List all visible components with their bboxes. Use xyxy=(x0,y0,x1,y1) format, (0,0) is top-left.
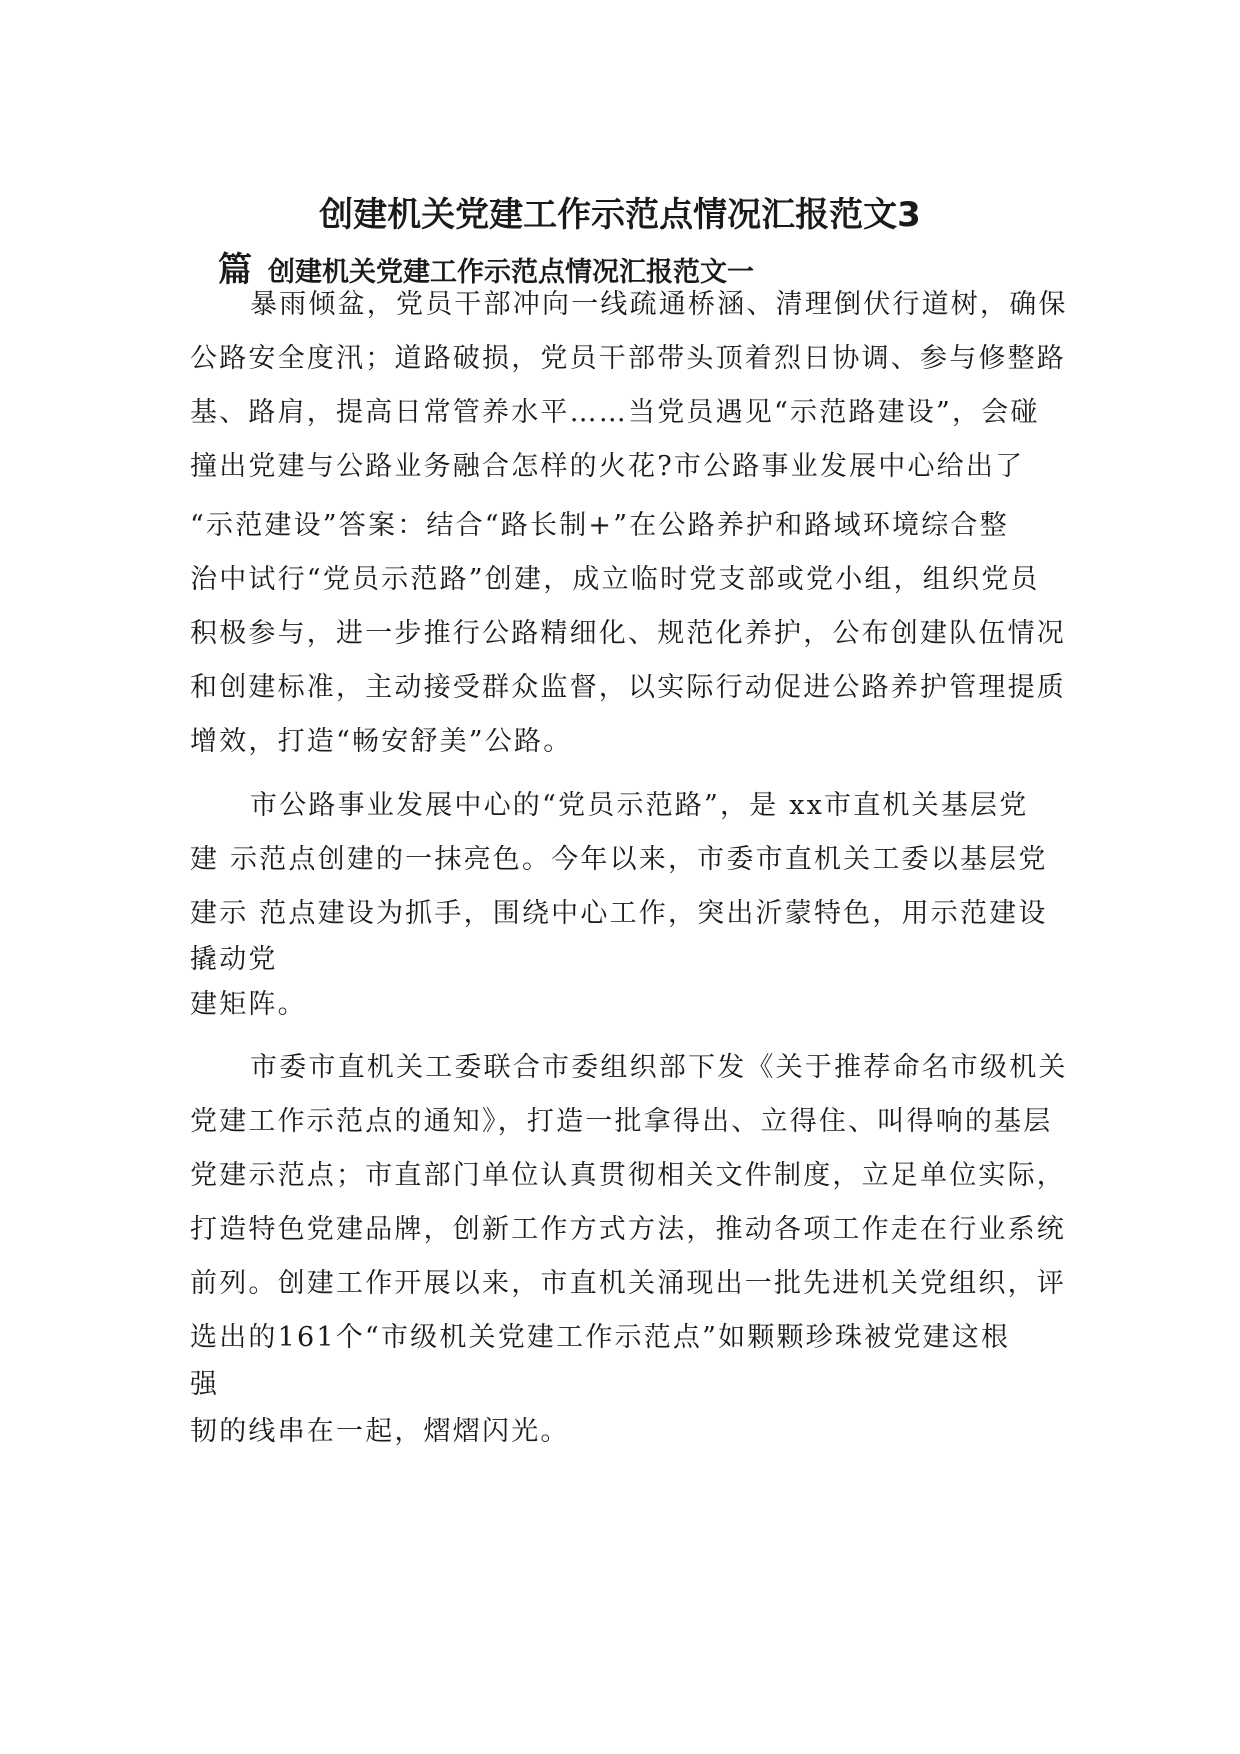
paragraph-4-line-6: 选出的161个“市级机关党建工作示范点”如颗颗珍珠被党建这根 xyxy=(190,1322,1011,1353)
paragraph-1-line-2: 公路安全度汛；道路破损，党员干部带头顶着烈日协调、参与修整路 xyxy=(190,343,1066,374)
subtitle-prefix: 篇 xyxy=(218,250,252,290)
paragraph-2-line-4: 和创建标准，主动接受群众监督，以实际行动促进公路养护管理提质 xyxy=(190,672,1066,703)
paragraph-3-line-1: 市公路事业发展中心的“党员示范路”，是 xx市直机关基层党 xyxy=(250,790,1029,821)
paragraph-1-line-3: 基、路肩，提高日常管养水平……当党员遇见“示范路建设”，会碰 xyxy=(190,397,1040,428)
paragraph-3-line-5: 建矩阵。 xyxy=(190,989,307,1020)
paragraph-4-line-3: 党建示范点；市直部门单位认真贯彻相关文件制度，立足单位实际， xyxy=(190,1160,1066,1191)
paragraph-1-line-4: 撞出党建与公路业务融合怎样的火花?市公路事业发展中心给出了 xyxy=(190,451,1025,482)
paragraph-3-line-4: 撬动党 xyxy=(190,944,278,975)
paragraph-4-line-5: 前列。创建工作开展以来，市直机关涌现出一批先进机关党组织，评 xyxy=(190,1268,1066,1299)
document-subtitle xyxy=(218,242,754,291)
subtitle-text: 创建机关党建工作示范点情况汇报范文一 xyxy=(268,257,754,288)
paragraph-3-line-2: 建 示范点创建的一抹亮色。今年以来，市委市直机关工委以基层党 xyxy=(190,844,1048,875)
paragraph-1-line-1: 暴雨倾盆，党员干部冲向一线疏通桥涵、清理倒伏行道树，确保 xyxy=(250,289,1068,320)
paragraph-4-line-2: 党建工作示范点的通知》，打造一批拿得出、立得住、叫得响的基层 xyxy=(190,1106,1053,1137)
paragraph-4-line-7: 强 xyxy=(190,1369,220,1400)
paragraph-4-line-8: 韧的线串在一起，熠熠闪光。 xyxy=(190,1416,570,1447)
document-title: 创建机关党建工作示范点情况汇报范文3 xyxy=(319,195,921,235)
paragraph-2-line-3: 积极参与，进一步推行公路精细化、规范化养护，公布创建队伍情况 xyxy=(190,618,1066,649)
paragraph-2-line-2: 治中试行“党员示范路”创建，成立临时党支部或党小组，组织党员 xyxy=(190,564,1040,595)
paragraph-2-line-1: “示范建设”答案：结合“路长制+”在公路养护和路域环境综合整 xyxy=(190,510,1009,541)
paragraph-4-line-1: 市委市直机关工委联合市委组织部下发《关于推荐命名市级机关 xyxy=(250,1052,1068,1083)
paragraph-3-line-3: 建示 范点建设为抓手，围绕中心工作，突出沂蒙特色，用示范建设 xyxy=(190,898,1048,929)
paragraph-2-line-5: 增效，打造“畅安舒美”公路。 xyxy=(190,726,573,757)
paragraph-4-line-4: 打造特色党建品牌，创新工作方式方法，推动各项工作走在行业系统 xyxy=(190,1214,1066,1245)
